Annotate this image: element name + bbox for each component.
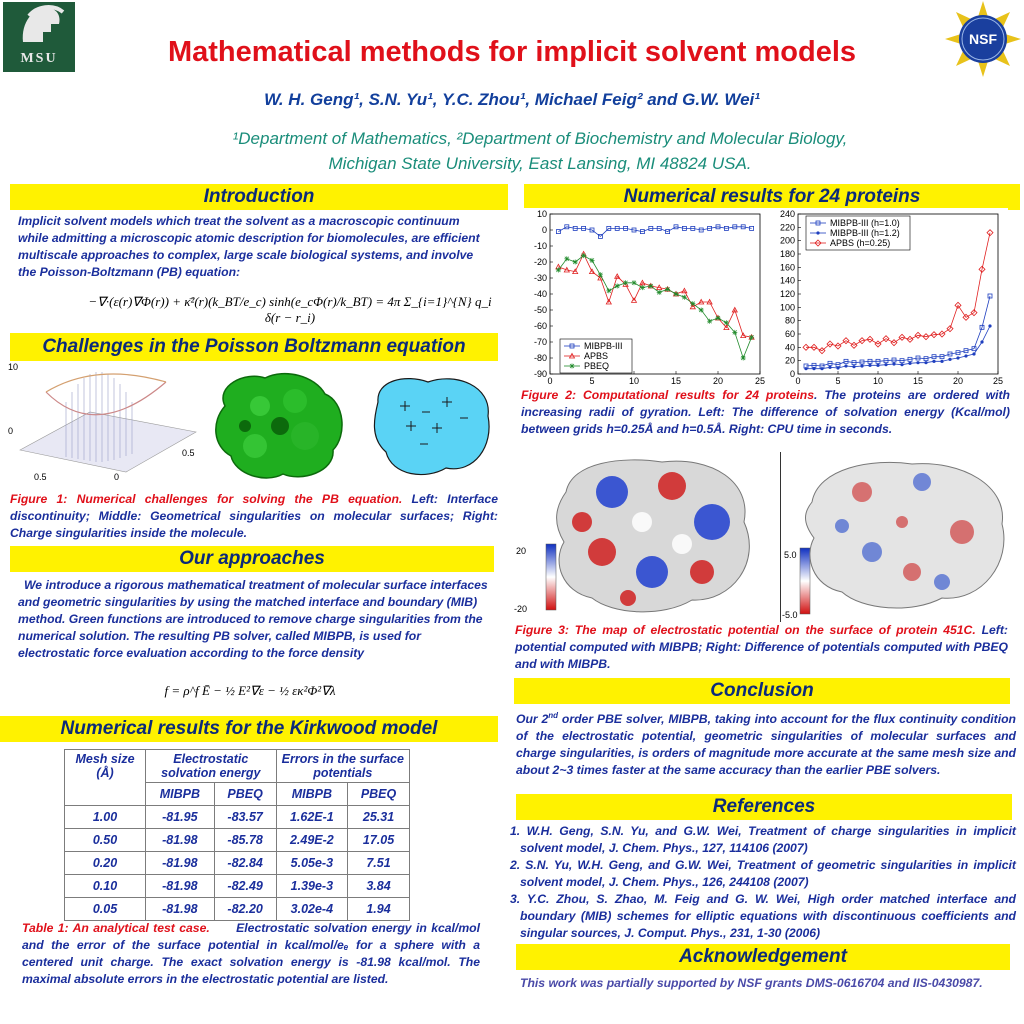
energy-header: Electrostatic solvation energy: [146, 750, 277, 783]
table-row: [65, 852, 410, 875]
error-mibpb-header: MIBPB: [276, 783, 347, 806]
table-row: [65, 898, 410, 921]
table-row: [65, 806, 410, 829]
data-point: [988, 324, 991, 327]
acknowledgement-heading: Acknowledgement: [516, 944, 1010, 970]
data-point: [564, 256, 569, 261]
legend-marker: [570, 364, 575, 369]
y-tick-label: 0: [789, 369, 795, 379]
figure-1-caption-text: Left: Interface discontinuity; Middle: Geometrical singularities on molecular surfaces; Right: Charge singularities inside the molecule.: [10, 492, 498, 540]
table-cell: -82.49: [214, 875, 276, 898]
legend-label: MIBPB-III (h=1.2): [830, 228, 900, 238]
data-point: [844, 364, 847, 367]
data-point: [556, 268, 561, 273]
figure-3-caption: [515, 622, 1008, 673]
errors-header: Errors in the surface potentials: [276, 750, 409, 783]
table-cell: 3.84: [348, 875, 410, 898]
table-cell: 0.05: [65, 898, 146, 921]
figure-2-caption-text: . The proteins are ordered with increasing radii of gyration. Left: The difference of solvation energy (Kcal/mol) between grids h=0.25Å and h=0.5Å. Right: CPU time in seconds.: [521, 388, 1011, 436]
intro-text: Implicit solvent models which treat the solvent as a macroscopic continuum while admitting a microscopic atomic description for biomolecules, are efficient multiscale approaches to complex, large scale biological systems, and involve the Poisson-Boltzmann (PB) equation:: [18, 214, 480, 279]
data-point: [724, 320, 729, 325]
conclusion-text-end: order PBE solver, MIBPB, taking into account for the flux continuity condition of the electrostatic potential, geometric singularities of molecular surfaces and charge singularities, is orders of magnitude more accurate at the same mesh size and about 2~3 times faster at the same accuracy than the earlier PBE solvers.: [516, 712, 1016, 778]
data-point: [820, 367, 823, 370]
legend-label: PBEQ: [584, 361, 610, 371]
data-point: [860, 364, 863, 367]
table-1-caption-text: Electrostatic solvation energy in kcal/mol and the error of the surface potential in kcal/mol/eₑ for a sphere with a centered unit charge. The exact solvation energy is -81.98 kcal/mol. The maximal absolute errors in the electrostatic potential are listed.: [22, 921, 480, 986]
table-cell: 0.10: [65, 875, 146, 898]
y-tick-label: -80: [533, 353, 547, 363]
force-density-equation: f = ρ^f Ē − ½ E²∇ε − ½ εκ²Φ²∇λ: [164, 683, 336, 698]
data-point: [581, 253, 586, 258]
table-cell: -82.20: [214, 898, 276, 921]
conclusion-heading: Conclusion: [514, 678, 1010, 704]
data-point: [892, 362, 895, 365]
table-cell: 1.94: [348, 898, 410, 921]
acknowledgement-text: This work was partially supported by NSF grants DMS-0616704 and IIS-0430987.: [520, 976, 983, 990]
y-tick-label: 120: [779, 289, 795, 299]
data-point: [900, 363, 903, 366]
table-cell: -81.98: [146, 829, 215, 852]
data-point: [876, 364, 879, 367]
approaches-heading: Our approaches: [10, 546, 494, 572]
svg-text:0: 0: [8, 426, 14, 436]
y-tick-label: 80: [784, 315, 795, 326]
data-point: [623, 280, 628, 285]
data-point: [836, 366, 839, 369]
table-cell: 1.62E-1: [276, 806, 347, 829]
table-cell: -81.98: [146, 875, 215, 898]
data-point: [741, 356, 746, 361]
fig3-left-colorbar-max: 20: [516, 546, 527, 556]
y-tick-label: -20: [533, 257, 547, 267]
reference-item: 1. W.H. Geng, S.N. Yu, and G.W. Wei, Treatment of charge singularities in implicit solvent model, J. Chem. Phys., 127, 114106 (2007): [510, 824, 1016, 855]
table-cell: 0.50: [65, 829, 146, 852]
energy-pbeq-header: PBEQ: [214, 783, 276, 806]
data-point: [707, 319, 712, 324]
poster-title: Mathematical methods for implicit solvent models: [167, 36, 857, 68]
data-point: [948, 358, 951, 361]
data-point: [682, 295, 687, 300]
kirkwood-table: [64, 749, 410, 921]
references-list: [510, 823, 1016, 942]
x-tick-label: 10: [872, 376, 884, 384]
data-point: [884, 363, 887, 366]
data-point: [732, 330, 737, 335]
y-tick-label: 240: [779, 209, 795, 219]
table-cell: 0.20: [65, 852, 146, 875]
data-point: [868, 364, 871, 367]
data-point: [615, 284, 620, 289]
data-point: [674, 292, 679, 297]
data-point: [606, 288, 611, 293]
references-heading: References: [516, 794, 1012, 820]
data-point: [924, 361, 927, 364]
y-tick-label: 10: [536, 209, 547, 219]
x-tick-label: 5: [589, 376, 595, 384]
table-cell: 17.05: [348, 829, 410, 852]
poster-authors: W. H. Geng¹, S.N. Yu¹, Y.C. Zhou¹, Michael Feig² and G.W. Wei¹: [264, 90, 760, 109]
data-point: [828, 366, 831, 369]
table-cell: 25.31: [348, 806, 410, 829]
data-point: [916, 361, 919, 364]
figure-3-left-map: [512, 452, 781, 622]
approaches-text: We introduce a rigorous mathematical treatment of molecular surface interfaces and geometric singularities by using the matched interface and boundary (MIB) method. Green functions are introduced to remove charge singularities from the numerical solution. The resulting PB solver, called MIBPB, is used for electrostatic force evaluation according to the force density: [18, 578, 488, 660]
y-tick-label: 20: [784, 355, 795, 366]
y-tick-label: 60: [784, 329, 795, 339]
legend-label: MIBPB-III: [584, 341, 623, 351]
intro-heading: Introduction: [10, 184, 508, 210]
conclusion-text-start: Our 2: [516, 712, 549, 727]
y-tick-label: -60: [533, 321, 547, 331]
fig3-right-colorbar-max: 5.0: [784, 550, 797, 560]
data-point: [852, 365, 855, 368]
svg-text:10: 10: [8, 362, 19, 372]
table-header-row: [65, 750, 410, 783]
data-point: [699, 308, 704, 313]
affiliation-line-1: ¹Department of Mathematics, ²Department of Biochemistry and Molecular Biology,: [232, 129, 848, 148]
y-tick-label: 0: [541, 225, 547, 235]
figure-2-caption-label: Figure 2: Computational results for 24 proteins: [521, 388, 815, 402]
svg-text:0.5: 0.5: [182, 448, 195, 458]
data-point: [598, 272, 603, 277]
msu-logo-text: MSU: [20, 51, 58, 66]
data-point: [749, 335, 754, 340]
x-tick-label: 0: [547, 376, 553, 384]
table-cell: 7.51: [348, 852, 410, 875]
pb-equation: −∇·(ε(r)∇Φ(r)) + κ̄²(r)(k_BT/e_c) sinh(e_cΦ(r)/k_BT) = 4π Σ_{i=1}^{N} q_i δ(r − r_i): [88, 294, 492, 325]
figure-3-caption-text: Left: potential computed with MIBPB; Right: Difference of potentials computed with PBEQ and with MIBPB.: [515, 623, 1008, 671]
x-tick-label: 20: [952, 376, 964, 384]
data-point: [964, 354, 967, 357]
nsf-logo-text: NSF: [969, 31, 997, 47]
y-tick-label: 40: [784, 342, 795, 353]
legend-label: APBS: [584, 351, 609, 361]
data-point: [980, 340, 983, 343]
energy-mibpb-header: MIBPB: [146, 783, 215, 806]
figure-1-molecular-surface: [205, 366, 355, 486]
conclusion-superscript: nd: [548, 711, 559, 720]
legend-label: APBS (h=0.25): [830, 238, 891, 248]
y-tick-label: 200: [779, 235, 795, 246]
data-point: [573, 260, 578, 265]
kirkwood-heading: Numerical results for the Kirkwood model: [0, 716, 498, 742]
data-point: [932, 360, 935, 363]
table-cell: -82.84: [214, 852, 276, 875]
x-tick-label: 20: [712, 376, 724, 384]
fig3-right-colorbar-min: -5.0: [782, 610, 798, 620]
table-cell: 1.00: [65, 806, 146, 829]
challenges-heading: Challenges in the Poisson Boltzmann equation: [10, 333, 498, 361]
x-tick-label: 10: [628, 376, 640, 384]
y-tick-label: 180: [779, 249, 795, 259]
figure-1-caption-label: Figure 1: Numerical challenges for solving the PB equation.: [10, 492, 403, 506]
data-point: [690, 301, 695, 306]
legend-label: MIBPB-III (h=1.0): [830, 218, 900, 228]
table-cell: 1.39e-3: [276, 875, 347, 898]
figure-2-caption: [521, 387, 1010, 438]
x-tick-label: 0: [795, 376, 801, 384]
table-cell: 5.05e-3: [276, 852, 347, 875]
data-point: [665, 287, 670, 292]
data-point: [716, 316, 721, 321]
y-tick-label: 220: [779, 222, 795, 233]
data-point: [632, 280, 637, 285]
y-tick-label: -90: [533, 369, 547, 379]
y-tick-label: -10: [533, 241, 547, 251]
data-point: [657, 290, 662, 295]
data-point: [940, 360, 943, 363]
legend-marker: [816, 231, 819, 234]
figure-1-caption: [10, 491, 498, 542]
table-cell: -81.98: [146, 898, 215, 921]
x-tick-label: 15: [670, 376, 682, 384]
svg-text:0.5: 0.5: [34, 472, 47, 482]
y-tick-label: -50: [533, 305, 547, 315]
table-1-caption: [22, 920, 480, 988]
affiliation-line-2: Michigan State University, East Lansing, MI 48824 USA.: [328, 154, 752, 173]
data-point: [640, 285, 645, 290]
svg-text:0: 0: [114, 472, 120, 482]
x-tick-label: 25: [992, 376, 1004, 384]
data-point: [804, 367, 807, 370]
proteins-heading: Numerical results for 24 proteins: [524, 184, 1020, 210]
table-cell: -83.57: [214, 806, 276, 829]
table-cell: -81.98: [146, 852, 215, 875]
data-point: [908, 362, 911, 365]
table-row: [65, 829, 410, 852]
cpu-time-chart: [770, 208, 1008, 384]
y-tick-label: -70: [533, 337, 547, 347]
reference-item: 3. Y.C. Zhou, S. Zhao, M. Feig and G. W. Wei, High order matched interface and boundary (MIB) schemes for elliptic equations with discontinuous coefficients and singular sources, J. Comput. Phys., 231, 1-30 (2006): [510, 892, 1016, 940]
figure-3-caption-label: Figure 3: The map of electrostatic potential on the surface of protein 451C.: [515, 623, 976, 637]
poster-affiliation: [100, 126, 980, 176]
figure-1-interface-plot: [6, 362, 200, 484]
fig3-left-colorbar-min: -20: [514, 604, 528, 614]
table-cell: 3.02e-4: [276, 898, 347, 921]
y-tick-label: 160: [779, 262, 795, 273]
data-point: [812, 367, 815, 370]
table-cell: 2.49E-2: [276, 829, 347, 852]
table-1-caption-label: Table 1: An analytical test case.: [22, 921, 210, 935]
data-point: [972, 352, 975, 355]
figure-1-charge-domain: [366, 372, 496, 482]
error-pbeq-header: PBEQ: [348, 783, 410, 806]
mesh-size-header: Mesh size (Å): [65, 750, 146, 806]
reference-item: 2. S.N. Yu, W.H. Geng, and G.W. Wei, Treatment of geometric singularities in implicit solvent model, J. Chem. Phys., 126, 244108 (2007): [510, 858, 1016, 889]
energy-difference-chart: [512, 208, 770, 384]
y-tick-label: -40: [533, 289, 547, 299]
y-tick-label: 100: [779, 302, 795, 313]
x-tick-label: 5: [835, 376, 841, 384]
x-tick-label: 25: [754, 376, 766, 384]
data-point: [590, 258, 595, 263]
x-tick-label: 15: [912, 376, 924, 384]
table-cell: -85.78: [214, 829, 276, 852]
y-tick-label: -30: [533, 273, 547, 283]
conclusion-text: [516, 707, 1016, 779]
figure-3-right-map: [782, 452, 1014, 622]
table-row: [65, 875, 410, 898]
data-point: [648, 284, 653, 289]
table-cell: -81.95: [146, 806, 215, 829]
data-point: [956, 356, 959, 359]
y-tick-label: 140: [779, 275, 795, 286]
